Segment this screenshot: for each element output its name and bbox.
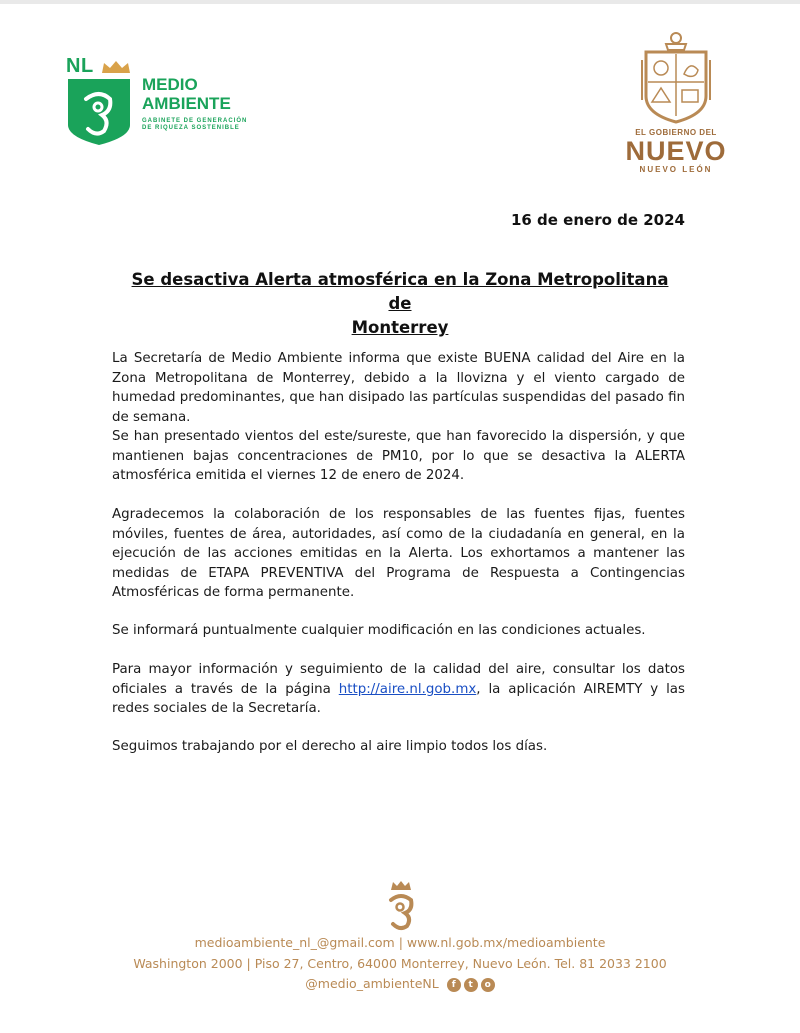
title-line-1: MEDIO	[142, 75, 198, 94]
subtitle-line-2: DE RIQUEZA SOSTENIBLE	[142, 125, 240, 131]
crown-icon	[100, 59, 132, 75]
title-line-2: AMBIENTE	[142, 94, 231, 113]
footer-social	[0, 976, 800, 992]
footer-contact: medioambiente_nl_@gmail.com | www.nl.gob.mx/medioambiente	[194, 935, 606, 950]
footer-address: Washington 2000 | Piso 27, Centro, 64000 Monterrey, Nuevo León. Tel. 81 2033 2100	[133, 956, 667, 971]
title-line-1: Se desactiva Alerta atmosférica en la Zona Metropolitana de	[131, 270, 669, 313]
subtitle-line-1: GABINETE DE GENERACIÓN	[142, 118, 248, 124]
paragraph-5	[112, 660, 685, 719]
aire-website-link[interactable]: http://aire.nl.gob.mx	[338, 681, 477, 697]
gov-logo-line-2: NUEVO	[625, 136, 727, 166]
paragraph-4: Se informará puntualmente cualquier modificación en las condiciones actuales.	[112, 623, 646, 638]
footer-handle: @medio_ambienteNL	[305, 976, 439, 991]
document-title	[120, 268, 680, 340]
title-line-2: Monterrey	[351, 318, 449, 337]
facebook-icon[interactable]: f	[447, 978, 461, 992]
paragraph-3: Agradecemos la colaboración de los responsables de las fuentes fijas, fuentes móviles, fuentes de área, autoridades, así como de la ciudadanía en general, en la ejecución de las acciones emitidas en la Alerta. Los exhortamos a mantener las medidas de ETAPA PREVENTIVA del Programa de Respuesta a Contingencias Atmosféricas de forma permanente.	[112, 507, 685, 601]
medio-ambiente-footer-icon	[383, 880, 419, 932]
gobierno-nuevo-leon-logo	[614, 30, 738, 180]
top-border	[0, 0, 800, 4]
paragraph-5-text-after: , la aplicación AIREMTY y las redes sociales de la Secretaría.	[112, 681, 685, 717]
coat-of-arms-icon	[638, 30, 714, 126]
twitter-icon[interactable]: t	[464, 978, 478, 992]
medio-ambiente-subtitle	[142, 118, 262, 132]
social-icons	[447, 978, 495, 992]
gov-logo-line-1: EL GOBIERNO DEL	[635, 128, 717, 137]
gov-logo-line-3: NUEVO LEÓN	[639, 165, 713, 174]
paragraph-5-text-before: Para mayor información y seguimiento de la calidad del aire, consultar los datos oficiales a través de la página	[112, 662, 685, 697]
medio-ambiente-logo	[66, 55, 256, 150]
paragraph-1: La Secretaría de Medio Ambiente informa que existe BUENA calidad del Aire en la Zona Metropolitana de Monterrey, debido a la llovizna y el viento cargado de humedad predominantes, que han disipado las partículas suspendidas del pasado fin de semana.	[112, 351, 685, 425]
shield-icon	[66, 77, 132, 147]
paragraph-2: Se han presentado vientos del este/sureste, que han favorecido la dispersión, y que mantienen bajas concentraciones de PM10, por lo que se desactiva la ALERTA atmosférica emitida el viernes 12 de enero de 2024.	[112, 429, 685, 484]
instagram-icon[interactable]: o	[481, 978, 495, 992]
medio-ambiente-title	[142, 75, 231, 113]
paragraph-6: Seguimos trabajando por el derecho al aire limpio todos los días.	[112, 739, 548, 754]
nl-logo-text: NL	[66, 55, 94, 77]
document-date: 16 de enero de 2024	[510, 211, 685, 229]
